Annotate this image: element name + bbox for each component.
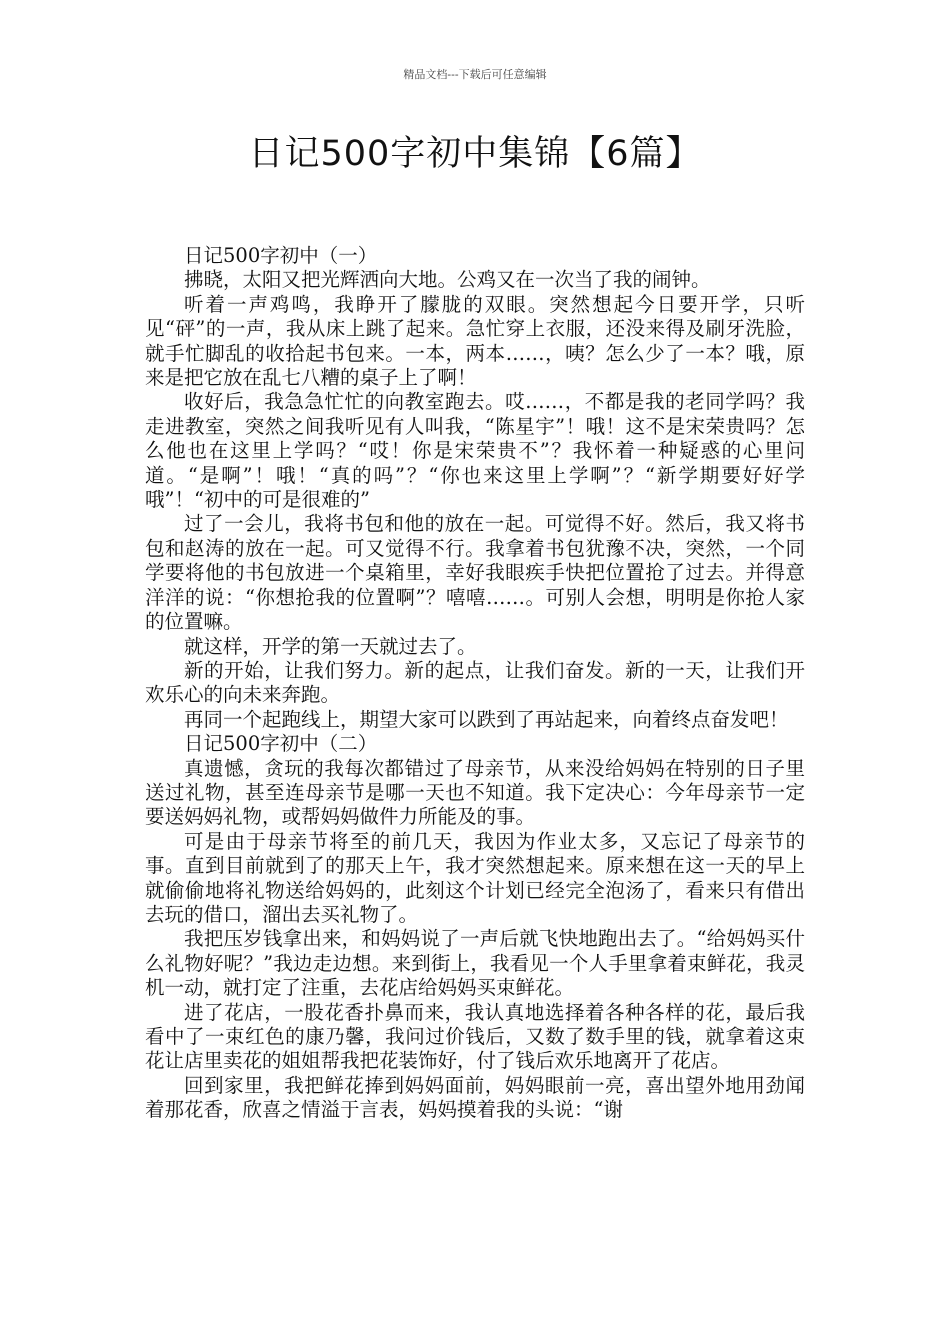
paragraph: 真遗憾，贪玩的我每次都错过了母亲节，从来没给妈妈在特别的日子里送过礼物，甚至连母亲节是哪一天也不知道。我下定决心：今年母亲节一定要送妈妈礼物，或帮妈妈做件力所能及的事。 xyxy=(145,756,805,829)
paragraph: 就这样，开学的第一天就过去了。 xyxy=(184,634,477,658)
paragraph: 可是由于母亲节将至的前几天，我因为作业太多，又忘记了母亲节的事。直到目前就到了的那天上午，我才突然想起来。原来想在这一天的早上就偷偷地将礼物送给妈妈的，此刻这个计划已经完全泡汤了，看来只有借出去玩的借口，溜出去买礼物了。 xyxy=(145,829,805,926)
paragraph: 再同一个起跑线上，期望大家可以跌到了再站起来，向着终点奋发吧！ xyxy=(184,707,789,731)
paragraph: 我把压岁钱拿出来，和妈妈说了一声后就飞快地跑出去了。“给妈妈买什么礼物好呢？”我边走边想。来到街上，我看见一个人手里拿着束鲜花，我灵机一动，就打定了注重，去花店给妈妈买束鲜花。 xyxy=(145,927,805,1000)
document-title: 日记500字初中集锦【6篇】 xyxy=(248,134,702,174)
paragraph: 回到家里，我把鲜花捧到妈妈面前，妈妈眼前一亮，喜出望外地用劲闻着那花香，欣喜之情溢于言表，妈妈摸着我的头说：“谢 xyxy=(145,1073,805,1122)
document-body xyxy=(145,244,805,1123)
paragraph: 进了花店，一股花香扑鼻而来，我认真地选择着各种各样的花，最后我看中了一束红色的康乃馨，我问过价钱后，又数了数手里的钱，就拿着这束花让店里卖花的姐姐帮我把花装饰好，付了钱后欢乐地离开了花店。 xyxy=(145,1000,805,1073)
section-heading-1: 日记500字初中（一） xyxy=(184,244,378,267)
paragraph: 收好后，我急急忙忙的向教室跑去。哎……，不都是我的老同学吗？我走进教室，突然之间我听见有人叫我，“陈星宇”！哦！这不是宋荣贵吗？怎么他也在这里上学吗？“哎！你是宋荣贵不”？我怀着一种疑惑的心里问道。“是啊”！哦！“真的吗”？“你也来这里上学啊”？“新学期要好好学哦”！“初中的可是很难的” xyxy=(145,390,805,512)
paragraph: 听着一声鸡鸣，我睁开了朦胧的双眼。突然想起今日要开学，只听见“砰”的一声，我从床上跳了起来。急忙穿上衣服，还没来得及刷牙洗脸，就手忙脚乱的收拾起书包来。一本，两本……，咦？怎么少了一本？哦，原来是把它放在乱七八糟的桌子上了啊！ xyxy=(145,292,805,390)
paragraph: 新的开始，让我们努力。新的起点，让我们奋发。新的一天，让我们开欢乐心的向未来奔跑。 xyxy=(145,658,805,707)
paragraph: 过了一会儿，我将书包和他的放在一起。可觉得不好。然后，我又将书包和赵涛的放在一起。可又觉得不行。我拿着书包犹豫不决，突然，一个同学要将他的书包放进一个桌箱里，幸好我眼疾手快把位置抢了过去。并得意洋洋的说：“你想抢我的位置啊”？嘻嘻……。可别人会想，明明是你抢人家的位置嘛。 xyxy=(145,512,805,634)
section-heading-2: 日记500字初中（二） xyxy=(184,732,378,756)
paragraph: 拂晓，太阳又把光辉洒向大地。公鸡又在一次当了我的闹钟。 xyxy=(184,268,711,292)
header-note: 精品文档---下载后可任意编辑 xyxy=(403,68,547,81)
